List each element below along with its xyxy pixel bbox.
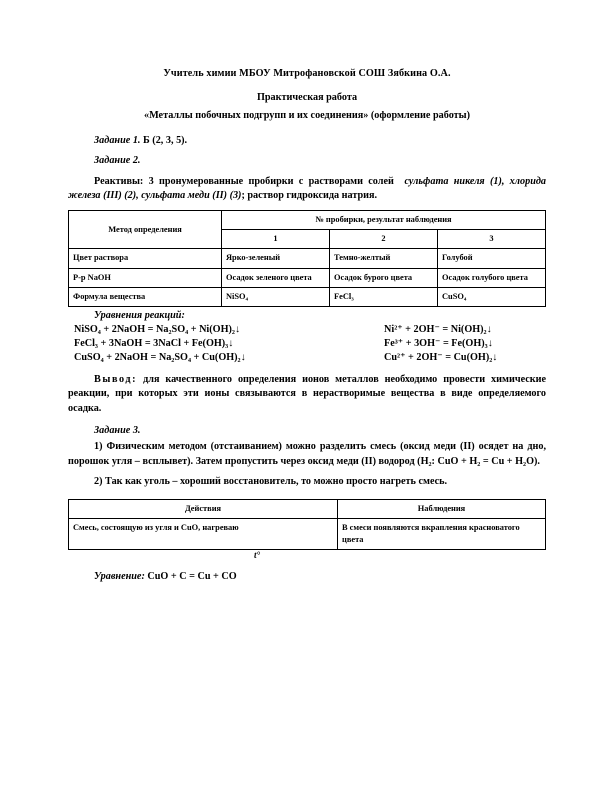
header-title: Практическая работа <box>256 92 358 103</box>
equation-molecular: NiSO₄ + 2NaOH = Na₂SO₄ + Ni(OH)₂↓ <box>74 323 241 335</box>
row-method-label: Цвет раствора <box>69 249 222 268</box>
table-row <box>69 249 546 268</box>
table-row <box>69 518 546 549</box>
reagents-suffix: ; раствор гидроксида натрия. <box>241 190 378 202</box>
header-observations: Наблюдения <box>338 499 546 518</box>
action-cell: Смесь, состоящую из угля и CuO, нагреваю <box>69 518 338 549</box>
task-3-point-2: 2) Так как уголь – хороший восстановитель, то можно просто нагреть смесь. <box>94 476 448 488</box>
equation-row <box>68 323 546 337</box>
observations-table <box>68 210 546 307</box>
row-value: NiSO₄ <box>222 287 330 306</box>
reagents-list: сульфата никеля (1), хлорида железа (III) (2), сульфата меди (II) (3) <box>68 176 547 202</box>
conclusion-text: для качественного определения ионов металлов необходимо провести химические реакции, при которых эти ионы связываются в нерастворимые вещества в виде определяемого осадка. <box>68 373 547 414</box>
header-method: Метод определения <box>69 210 222 248</box>
row-value: Осадок голубого цвета <box>438 268 546 287</box>
conclusion-label: Вывод: <box>94 373 138 385</box>
row-value: Ярко-зеленый <box>222 249 330 268</box>
header-tube-2: 2 <box>330 230 438 249</box>
row-value: CuSO₄ <box>438 287 546 306</box>
row-value: Осадок зеленого цвета <box>222 268 330 287</box>
task-1-answer: Б (2, 3, 5). <box>143 135 188 146</box>
header-tube-1: 1 <box>222 230 330 249</box>
table-row <box>69 268 546 287</box>
equations-block <box>68 310 546 366</box>
equation-molecular: CuSO₄ + 2NaOH = Na₂SO₄ + Cu(OH)₂↓ <box>74 352 246 364</box>
task-2-label: Задание 2. <box>94 155 141 166</box>
final-equation-line <box>68 571 546 582</box>
final-equation-text: CuO + C = Cu + CO <box>147 571 237 583</box>
reagents-prefix: Реактивы: 3 пронумерованные пробирки с растворами солей <box>94 176 394 187</box>
row-value: Осадок бурого цвета <box>330 268 438 287</box>
row-value: Голубой <box>438 249 546 268</box>
equation-row <box>68 337 546 351</box>
header-actions: Действия <box>69 499 338 518</box>
header-subtitle: «Металлы побочных подгрупп и их соединения» (оформление работы) <box>143 110 471 121</box>
observation-cell: В смеси появляются вкрапления красноватого цвета <box>338 518 546 549</box>
task-2-line <box>68 155 546 166</box>
task-1-line <box>68 135 546 146</box>
final-equation-label: Уравнение: <box>94 571 145 583</box>
row-value: FeCl₃ <box>330 287 438 306</box>
header-tube-group: № пробирки, результат наблюдения <box>222 210 546 229</box>
equations-title: Уравнения реакций: <box>94 309 185 321</box>
row-method-label: Р-р NaOH <box>69 268 222 287</box>
table-row <box>69 287 546 306</box>
temperature-mark: t° <box>254 550 261 561</box>
task-3-label: Задание 3. <box>94 425 141 437</box>
equation-row <box>68 351 546 365</box>
reagents-paragraph <box>68 175 546 204</box>
table-header-row <box>69 499 546 518</box>
row-method-label: Формула вещества <box>69 287 222 306</box>
equation-ionic: Cu²⁺ + 2OH⁻ = Cu(OH)₂↓ <box>384 352 498 364</box>
header-teacher: Учитель химии МБОУ Митрофановской СОШ Зябкина О.А. <box>163 68 451 79</box>
row-value: Темно-желтый <box>330 249 438 268</box>
table-header-row <box>69 210 546 229</box>
header-tube-3: 3 <box>438 230 546 249</box>
equation-ionic: Ni²⁺ + 2OH⁻ = Ni(OH)₂↓ <box>384 323 492 335</box>
document-content <box>68 68 546 582</box>
task-3-line <box>68 425 546 436</box>
actions-observations-table <box>68 499 546 551</box>
task-3-point-1: 1) Физическим методом (отстаиванием) можно разделить смесь (оксид меди (II) осядет на дно, порошок угля – всплывет). Затем пропустить через оксид меди (II) водород (H₂: CuO + H₂ = Cu + H₂O). <box>68 441 546 467</box>
task-1-label: Задание 1. <box>94 135 141 146</box>
equation-molecular: FeCl₃ + 3NaOH = 3NaCl + Fe(OH)₃↓ <box>74 338 234 350</box>
conclusion-paragraph <box>68 373 546 416</box>
equation-ionic: Fe³⁺ + 3OH⁻ = Fe(OH)₃↓ <box>384 338 493 350</box>
